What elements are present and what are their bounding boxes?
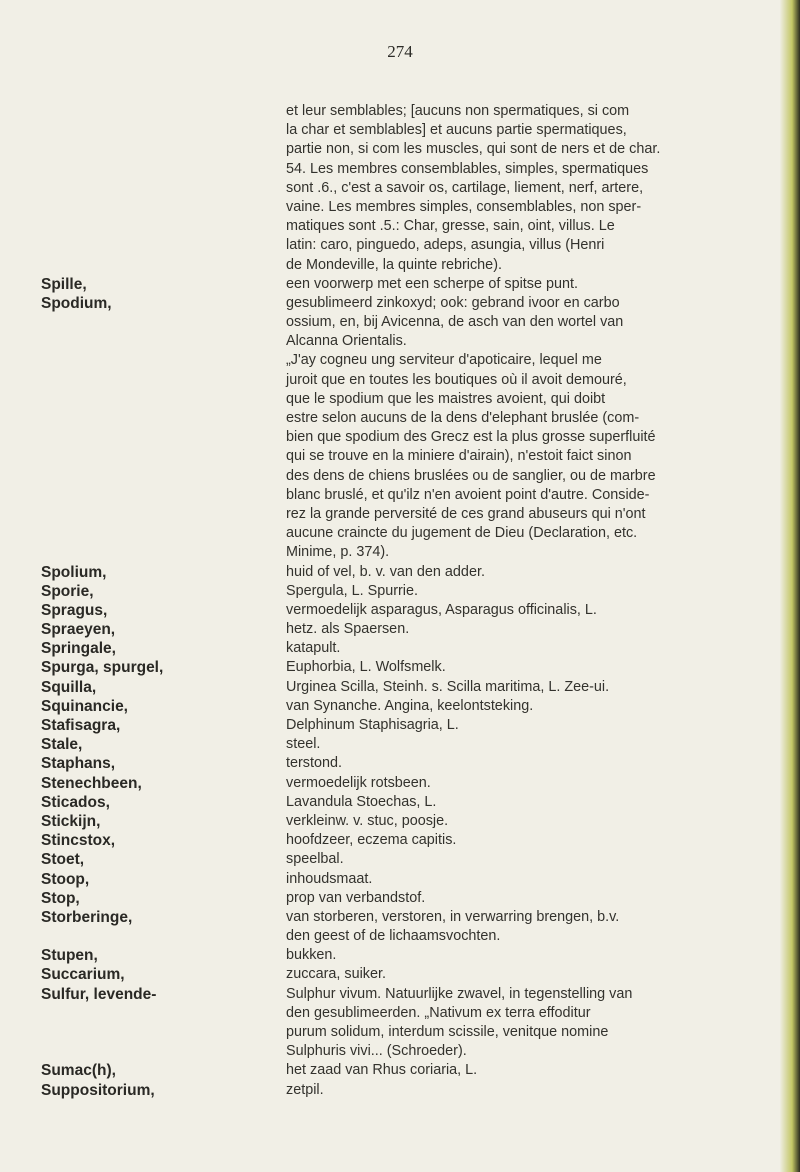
text-line (0, 678, 760, 697)
continuation-text: et leur semblables; [aucuns non spermatiques, si com (286, 103, 630, 119)
glossary-definition: het zaad van Rhus coriaria, L. (286, 1062, 478, 1079)
glossary-definition: van storberen, verstoren, in verwarring brengen, b.v. (286, 908, 620, 925)
glossary-term: Storberinge, (41, 908, 133, 926)
text-line (0, 160, 760, 179)
glossary-term: Spolium, (41, 563, 107, 581)
continuation-text: de Mondeville, la quinte rebriche). (286, 256, 502, 273)
continuation-text: den geest of de lichaamsvochten. (286, 928, 501, 945)
text-line (0, 1004, 760, 1023)
continuation-text: qui se trouve en la miniere d'airain), n'estoit faict sinon (286, 448, 632, 465)
glossary-term: Staphans, (41, 755, 116, 773)
continuation-text: purum solidum, interdum scissile, venitque nomine (286, 1024, 609, 1040)
text-line (0, 620, 760, 639)
glossary-definition: gesublimeerd zinkoxyd; ook: gebrand ivoor en carbo (286, 294, 620, 311)
text-line (0, 1061, 760, 1080)
text-line (0, 735, 760, 754)
glossary-body (0, 102, 760, 1100)
glossary-definition: Urginea Scilla, Steinh. s. Scilla maritima, L. Zee-ui. (286, 678, 610, 695)
continuation-text: que le spodium que les maistres avoient, qui doibt (286, 390, 606, 407)
glossary-term: Spragus, (41, 601, 108, 619)
text-line (0, 716, 760, 735)
glossary-definition: hetz. als Spaersen. (286, 621, 410, 638)
text-line (0, 793, 760, 812)
text-line (0, 524, 760, 543)
continuation-text: matiques sont .5.: Char, gresse, sain, oint, villus. Le (286, 218, 615, 235)
glossary-definition: een voorwerp met een scherpe of spitse punt. (286, 275, 578, 292)
glossary-definition: vermoedelijk rotsbeen. (286, 774, 431, 791)
glossary-definition: Delphinum Staphisagria, L. (286, 717, 459, 733)
text-line (0, 390, 760, 409)
glossary-definition: huid of vel, b. v. van den adder. (286, 563, 485, 580)
glossary-definition: Lavandula Stoechas, L. (286, 793, 437, 810)
glossary-term: Stenechbeen, (41, 774, 142, 792)
glossary-definition: vermoedelijk asparagus, Asparagus officinalis, L. (286, 601, 597, 618)
glossary-term: Stop, (41, 889, 80, 907)
text-line (0, 505, 760, 524)
text-line (0, 121, 760, 140)
glossary-definition: bukken. (286, 947, 337, 964)
text-line (0, 236, 760, 255)
text-line (0, 467, 760, 486)
text-line (0, 850, 760, 869)
glossary-term: Sulfur, levende- (41, 985, 157, 1003)
glossary-definition: Sulphur vivum. Natuurlijke zwavel, in tegenstelling van (286, 985, 633, 1002)
text-line (0, 275, 760, 294)
continuation-text: estre selon aucuns de la dens d'elephant bruslée (com- (286, 410, 640, 426)
text-line (0, 447, 760, 466)
text-line (0, 985, 760, 1004)
glossary-term: Squilla, (41, 678, 97, 696)
page-edge-shadow (780, 0, 800, 1172)
text-line (0, 889, 760, 908)
text-line (0, 313, 760, 332)
text-line (0, 563, 760, 582)
glossary-term: Stoop, (41, 870, 90, 888)
continuation-text: Sulphuris vivi... (Schroeder). (286, 1043, 467, 1060)
glossary-term: Suppositorium, (41, 1081, 155, 1099)
text-line (0, 371, 760, 390)
glossary-definition: verkleinw. v. stuc, poosje. (286, 812, 449, 829)
text-line (0, 1042, 760, 1061)
text-line (0, 582, 760, 601)
glossary-term: Spille, (41, 275, 87, 293)
glossary-definition: Euphorbia, L. Wolfsmelk. (286, 659, 446, 676)
text-line (0, 428, 760, 447)
glossary-definition: van Synanche. Angina, keelontsteking. (286, 697, 534, 714)
glossary-term: Sticados, (41, 793, 110, 811)
continuation-text: 54. Les membres consemblables, simples, spermatiques (286, 160, 649, 177)
glossary-term: Springale, (41, 640, 116, 658)
text-line (0, 697, 760, 716)
glossary-term: Stickijn, (41, 812, 101, 830)
text-line (0, 332, 760, 351)
glossary-term: Spurga, spurgel, (41, 659, 164, 677)
glossary-definition: terstond. (286, 755, 342, 772)
text-line (0, 812, 760, 831)
glossary-term: Succarium, (41, 966, 125, 984)
text-line (0, 351, 760, 370)
glossary-definition: speelbal. (286, 851, 344, 868)
text-line (0, 601, 760, 620)
glossary-term: Stoet, (41, 851, 85, 869)
text-line (0, 754, 760, 773)
continuation-text: „J'ay cogneu ung serviteur d'apoticaire, lequel me (286, 352, 602, 369)
continuation-text: des dens de chiens bruslées ou de sanglier, ou de marbre (286, 467, 656, 484)
page-number: 274 (387, 42, 413, 61)
glossary-definition: prop van verbandstof. (286, 889, 426, 906)
text-line (0, 543, 760, 562)
glossary-term: Sporie, (41, 582, 94, 600)
text-line (0, 870, 760, 889)
text-line (0, 965, 760, 984)
continuation-text: partie non, si com les muscles, qui sont de ners et de char. (286, 141, 661, 158)
continuation-text: vaine. Les membres simples, consemblables, non sper- (286, 198, 642, 215)
continuation-text: bien que spodium des Grecz est la plus grosse superfluité (286, 429, 656, 446)
text-line (0, 831, 760, 850)
text-line (0, 1081, 760, 1100)
glossary-term: Squinancie, (41, 697, 128, 715)
text-line (0, 908, 760, 927)
glossary-definition: inhoudsmaat. (286, 870, 373, 887)
glossary-definition: zuccara, suiker. (286, 966, 386, 983)
glossary-term: Sumac(h), (41, 1062, 116, 1080)
continuation-text: aucune craincte du jugement de Dieu (Declaration, etc. (286, 525, 638, 542)
glossary-term: Stale, (41, 736, 83, 754)
glossary-term: Stupen, (41, 947, 98, 965)
continuation-text: Minime, p. 374). (286, 544, 390, 561)
glossary-term: Stincstox, (41, 832, 116, 850)
text-line (0, 294, 760, 313)
continuation-text: la char et semblables] et aucuns partie spermatiques, (286, 122, 627, 139)
text-line (0, 140, 760, 159)
text-line (0, 256, 760, 275)
text-line (0, 639, 760, 658)
text-line (0, 179, 760, 198)
glossary-definition: hoofdzeer, eczema capitis. (286, 832, 457, 849)
text-line (0, 217, 760, 236)
glossary-term: Stafisagra, (41, 717, 121, 734)
glossary-definition: steel. (286, 736, 321, 753)
continuation-text: latin: caro, pinguedo, adeps, asungia, villus (Henri (286, 237, 605, 254)
continuation-text: sont .6., c'est a savoir os, cartilage, liement, nerf, artere, (286, 179, 644, 196)
continuation-text: ossium, en, bij Avicenna, de asch van den wortel van (286, 314, 624, 331)
glossary-definition: zetpil. (286, 1081, 324, 1098)
text-line (0, 927, 760, 946)
glossary-term: Spodium, (41, 294, 112, 312)
glossary-term: Spraeyen, (41, 621, 116, 639)
text-line (0, 1023, 760, 1042)
text-line (0, 486, 760, 505)
glossary-definition: katapult. (286, 640, 341, 657)
text-line (0, 946, 760, 965)
text-line (0, 774, 760, 793)
continuation-text: den gesublimeerden. „Nativum ex terra effoditur (286, 1004, 591, 1021)
text-line (0, 198, 760, 217)
continuation-text: rez la grande perversité de ces grand abuseurs qui n'ont (286, 505, 646, 522)
continuation-text: juroit que en toutes les boutiques où il avoit demouré, (286, 371, 627, 388)
continuation-text: blanc bruslé, et qu'ilz n'en avoient point d'autre. Conside- (286, 486, 650, 503)
text-line (0, 409, 760, 428)
text-line (0, 658, 760, 677)
continuation-text: Alcanna Orientalis. (286, 333, 407, 350)
text-line (0, 102, 760, 121)
glossary-definition: Spergula, L. Spurrie. (286, 582, 418, 599)
